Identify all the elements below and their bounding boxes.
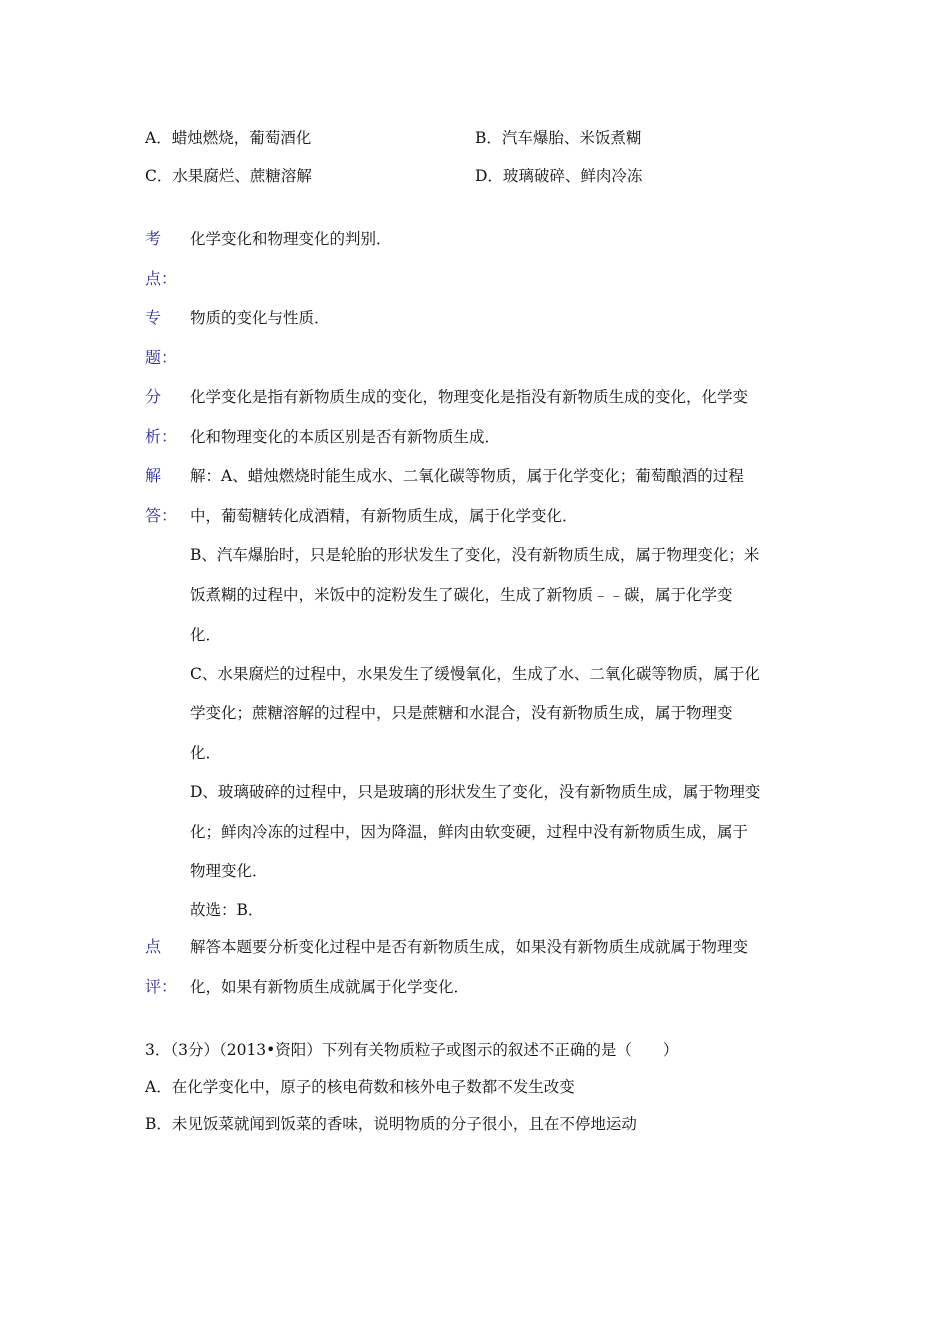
jieda-line: B、汽车爆胎时，只是轮胎的形状发生了变化，没有新物质生成，属于物理变化；米 (190, 546, 760, 564)
jieda-line: 故选：B． (190, 901, 264, 919)
zhuanti-label-2: 题： (145, 348, 178, 367)
dianping-line: 化，如果有新物质生成就属于化学变化． (190, 978, 470, 996)
dianping-label-2: 评： (145, 977, 178, 996)
fenxi-label-1: 分 (145, 387, 162, 406)
jieda-line: C、水果腐烂的过程中，水果发生了缓慢氧化，生成了水、二氧化碳等物质，属于化 (190, 665, 760, 683)
option-a: A．蜡烛燃烧，葡萄酒化 (145, 129, 312, 147)
option-d: D．玻璃破碎、鲜肉冷冻 (475, 167, 643, 185)
jieda-label-1: 解 (145, 466, 162, 485)
kaodian-label-1: 考 (145, 229, 162, 248)
jieda-line: D、玻璃破碎的过程中，只是玻璃的形状发生了变化，没有新物质生成，属于物理变 (190, 783, 761, 801)
option-c: C．水果腐烂、蔗糖溶解 (145, 167, 312, 185)
jieda-line: 解：A、蜡烛燃烧时能生成水、二氧化碳等物质，属于化学变化；葡萄酿酒的过程 (190, 467, 744, 485)
jieda-line: 学变化；蔗糖溶解的过程中，只是蔗糖和水混合，没有新物质生成，属于物理变 (190, 704, 733, 722)
dianping-line: 解答本题要分析变化过程中是否有新物质生成，如果没有新物质生成就属于物理变 (190, 938, 749, 956)
question-3-option-a: A．在化学变化中，原子的核电荷数和核外电子数都不发生改变 (145, 1078, 575, 1096)
jieda-line: 中，葡萄糖转化成酒精，有新物质生成，属于化学变化． (190, 507, 578, 525)
question-3-option-b: B．未见饭菜就闻到饭菜的香味，说明物质的分子很小，且在不停地运动 (145, 1115, 637, 1133)
zhuanti-label-1: 专 (145, 308, 162, 327)
jieda-line: 物理变化． (190, 862, 268, 880)
fenxi-line: 化学变化是指有新物质生成的变化，物理变化是指没有新物质生成的变化，化学变 (190, 388, 749, 406)
jieda-line: 饭煮糊的过程中，米饭中的淀粉发生了碳化，生成了新物质﹣﹣碳，属于化学变 (190, 586, 733, 604)
zhuanti-text: 物质的变化与性质． (190, 309, 330, 327)
jieda-line: 化． (190, 744, 222, 762)
jieda-line: 化． (190, 626, 222, 644)
dianping-label-1: 点 (145, 937, 162, 956)
option-b: B．汽车爆胎、米饭煮糊 (475, 129, 642, 147)
fenxi-line: 化和物理变化的本质区别是否有新物质生成． (190, 428, 501, 446)
kaodian-text: 化学变化和物理变化的判别． (190, 230, 392, 248)
fenxi-label-2: 析： (145, 427, 178, 446)
question-3-stem: 3．（3分）（2013•资阳）下列有关物质粒子或图示的叙述不正确的是（ ） (145, 1041, 679, 1059)
jieda-label-2: 答： (145, 506, 178, 525)
jieda-line: 化；鲜肉冷冻的过程中，因为降温，鲜肉由软变硬，过程中没有新物质生成，属于 (190, 823, 749, 841)
kaodian-label-2: 点： (145, 269, 178, 288)
